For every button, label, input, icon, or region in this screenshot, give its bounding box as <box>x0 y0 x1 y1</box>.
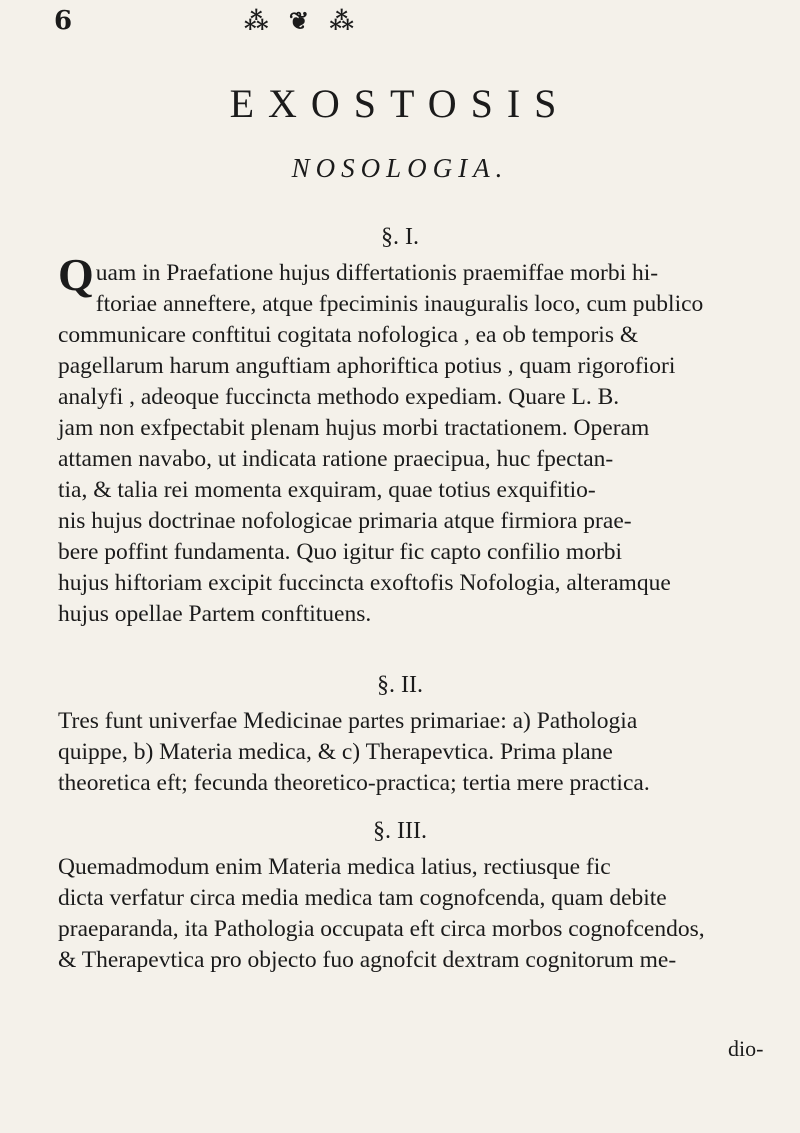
text-line: praeparanda, ita Pathologia occupata eft circa morbos cognofcendos, <box>58 916 705 942</box>
section-heading-2: §. II. <box>377 672 423 698</box>
text-line: bere poffint fundamenta. Quo igitur fic capto confilio morbi <box>58 539 623 565</box>
section-heading-1: §. I. <box>381 224 419 250</box>
text-line: Quemadmodum enim Materia medica latius, rectiusque fic <box>58 854 611 880</box>
text-line: tia, & talia rei momenta exquiram, quae totius exquifitio- <box>58 477 596 503</box>
text-line: nis hujus doctrinae nofologicae primaria atque firmiora prae- <box>58 508 632 534</box>
text-line: uam in Praefatione hujus differtationis praemiffae morbi hi- <box>95 260 659 286</box>
text-line: communicare conftitui cogitata nofologica , ea ob temporis & <box>58 322 639 348</box>
text-line: attamen navabo, ut indicata ratione praecipua, huc fpectan- <box>58 446 614 472</box>
text-line: analyfi , adeoque fuccincta methodo expediam. Quare L. B. <box>58 384 620 410</box>
page-number: 6 <box>54 6 73 36</box>
running-header <box>48 2 588 36</box>
text-line: pagellarum harum anguftiam aphoriftica potius , quam rigorofiori <box>58 353 676 379</box>
page-subtitle: NOSOLOGIA. <box>291 153 509 183</box>
section-body-1 <box>58 249 786 630</box>
text-line: & Therapevtica pro objecto fuo agnofcit dextram cognitorum me- <box>58 947 677 973</box>
text-line: hujus opellae Partem conftituens. <box>58 601 372 627</box>
header-ornament: ⁂ ❦ ⁂ <box>244 6 360 35</box>
section-heading-3: §. III. <box>373 818 427 844</box>
text-line: Tres funt univerfae Medicinae partes primariae: a) Pathologia <box>58 708 638 734</box>
text-line: ftoriae anneftere, atque fpeciminis inauguralis loco, cum publico <box>95 291 704 317</box>
section-body-3 <box>58 852 786 976</box>
page-title: EXOSTOSIS <box>229 81 571 126</box>
text-line: jam non exfpectabit plenam hujus morbi tractationem. Operam <box>58 415 650 441</box>
text-line: theoretica eft; fecunda theoretico-practica; tertia mere practica. <box>58 770 650 796</box>
drop-cap: Q <box>58 249 94 300</box>
text-line: hujus hiftoriam excipit fuccincta exoftofis Nofologia, alteramque <box>58 570 671 596</box>
text-line: dicta verfatur circa media medica tam cognofcenda, quam debite <box>58 885 667 911</box>
section-body-2 <box>58 706 786 799</box>
catchword: dio- <box>728 1036 764 1061</box>
text-line: quippe, b) Materia medica, & c) Therapevtica. Prima plane <box>58 739 613 765</box>
